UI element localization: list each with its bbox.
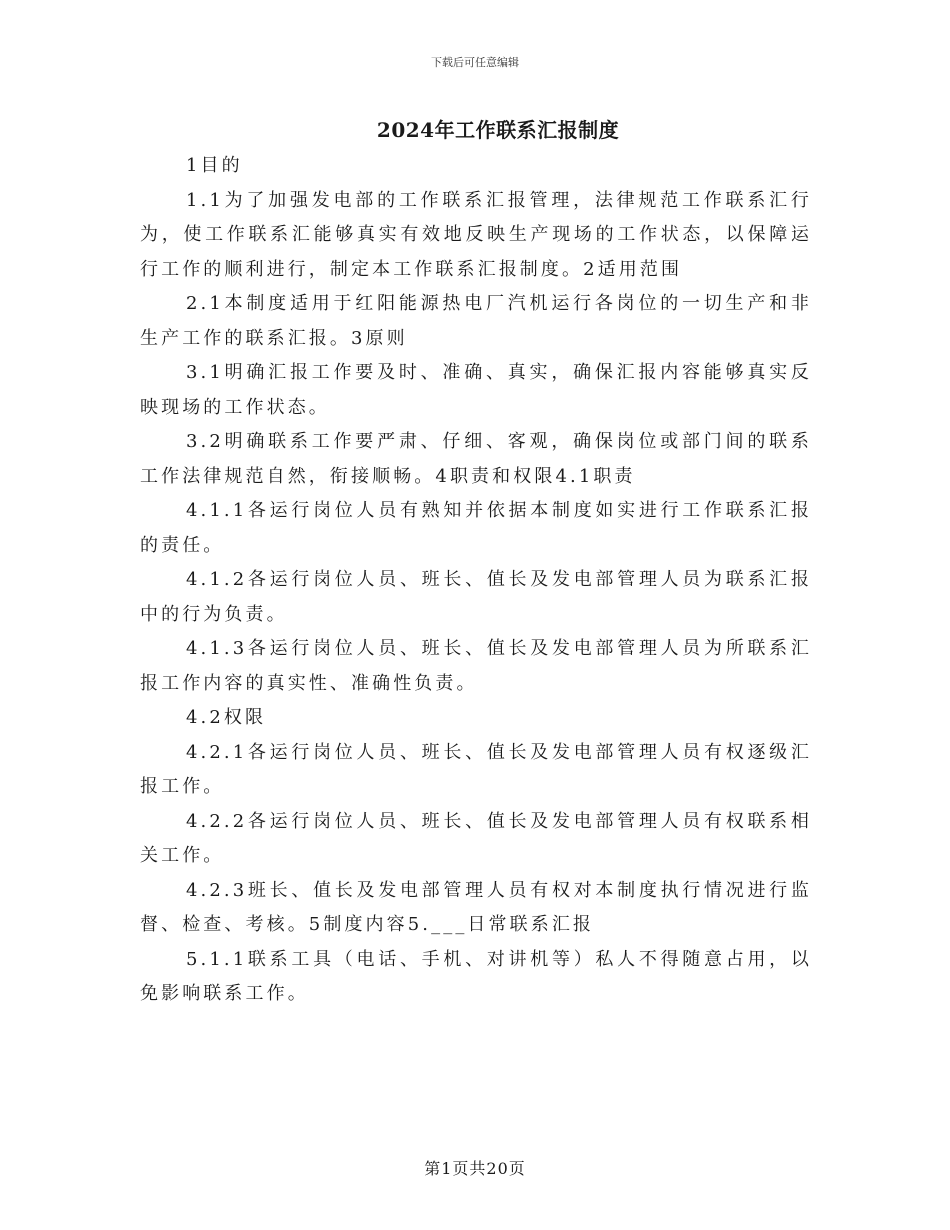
paragraph: 4.2权限 (186, 707, 267, 728)
paragraph: 4.2.3班长、值长及发电部管理人员有权对本制度执行情况进行监督、检查、考核。5制度内容5.___日常联系汇报 (140, 879, 812, 935)
paragraph: 4.1.1各运行岗位人员有熟知并依据本制度如实进行工作联系汇报的责任。 (140, 500, 812, 556)
paragraph: 4.2.1各运行岗位人员、班长、值长及发电部管理人员有权逐级汇报工作。 (140, 741, 812, 797)
paragraph: 2.1本制度适用于红阳能源热电厂汽机运行各岗位的一切生产和非生产工作的联系汇报。3原则 (140, 293, 812, 349)
page-footer: 第1页共20页 (424, 1159, 526, 1178)
paragraph: 5.1.1联系工具（电话、手机、对讲机等）私人不得随意占用，以免影响联系工作。 (140, 948, 812, 1004)
paragraph: 1.1为了加强发电部的工作联系汇报管理，法律规范工作联系汇行为，使工作联系汇能够真实有效地反映生产现场的工作状态，以保障运行工作的顺利进行，制定本工作联系汇报制度。2适用范围 (140, 189, 812, 280)
header-note: 下载后可任意编辑 (431, 56, 519, 69)
paragraph: 3.1明确汇报工作要及时、准确、真实，确保汇报内容能够真实反映现场的工作状态。 (140, 362, 812, 418)
paragraph: 4.2.2各运行岗位人员、班长、值长及发电部管理人员有权联系相关工作。 (140, 810, 812, 866)
paragraph: 4.1.2各运行岗位人员、班长、值长及发电部管理人员为联系汇报中的行为负责。 (140, 569, 812, 625)
paragraph: 1目的 (186, 155, 243, 176)
document-title: 2024年工作联系汇报制度 (376, 118, 620, 142)
paragraph: 3.2明确联系工作要严肃、仔细、客观，确保岗位或部门间的联系工作法律规范自然，衔接顺畅。4职责和权限4.1职责 (140, 431, 812, 487)
paragraph: 4.1.3各运行岗位人员、班长、值长及发电部管理人员为所联系汇报工作内容的真实性、准确性负责。 (140, 638, 812, 694)
document-body (140, 149, 812, 1012)
